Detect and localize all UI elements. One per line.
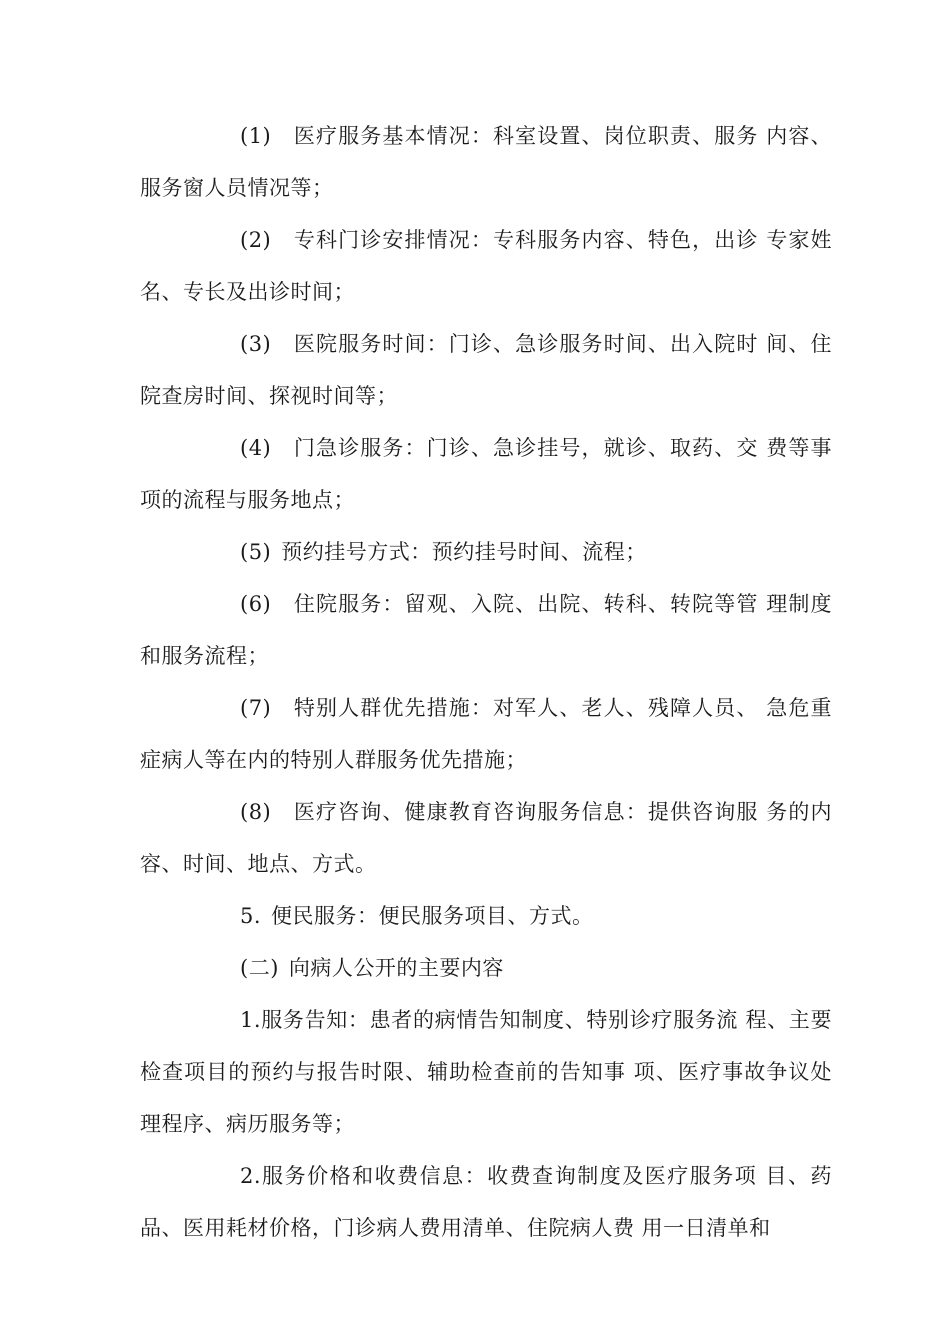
item-number: (8) xyxy=(240,800,272,824)
item-number: 2. xyxy=(240,1164,262,1188)
item-number: 1. xyxy=(240,1008,262,1032)
paragraph-text: 特别人群优先措施：对军人、老人、残障人员、 急危重症病人等在内的特别人群服务优先措施； xyxy=(140,696,832,772)
paragraph-2 xyxy=(140,214,832,318)
paragraph-text: 服务价格和收费信息：收费查询制度及医疗服务项 目、药品、医用耗材价格，门诊病人费用清单、住院病人费 用一日清单和 xyxy=(140,1164,832,1240)
paragraph-text: 医疗服务基本情况：科室设置、岗位职责、服务 内容、服务窗人员情况等； xyxy=(140,124,832,200)
paragraph-text: 医院服务时间：门诊、急诊服务时间、出入院时 间、住院查房时间、探视时间等； xyxy=(140,332,832,408)
item-number: (6) xyxy=(240,592,272,616)
paragraph-12 xyxy=(140,1150,832,1254)
item-number: (2) xyxy=(240,228,272,252)
item-number: (4) xyxy=(240,436,272,460)
document-page xyxy=(140,110,832,1254)
paragraph-text: 便民服务：便民服务项目、方式。 xyxy=(271,904,594,928)
paragraph-11 xyxy=(140,994,832,1150)
paragraph-text: 住院服务：留观、入院、出院、转科、转院等管 理制度和服务流程； xyxy=(140,592,832,668)
paragraph-9 xyxy=(140,890,832,942)
item-number: (5) xyxy=(240,540,272,564)
paragraph-text: 门急诊服务：门诊、急诊挂号，就诊、取药、交 费等事项的流程与服务地点； xyxy=(140,436,832,512)
paragraph-7 xyxy=(140,682,832,786)
item-number: 5. xyxy=(240,904,262,928)
section-heading xyxy=(140,942,832,994)
paragraph-3 xyxy=(140,318,832,422)
paragraph-text: 预约挂号方式：预约挂号时间、流程； xyxy=(281,540,647,564)
paragraph-text: 服务告知：患者的病情告知制度、特别诊疗服务流 程、主要检查项目的预约与报告时限、辅助检查前的告知事 项、医疗事故争议处理程序、病历服务等； xyxy=(140,1008,832,1136)
paragraph-1 xyxy=(140,110,832,214)
paragraph-text: 专科门诊安排情况：专科服务内容、特色，出诊 专家姓名、专长及出诊时间； xyxy=(140,228,832,304)
paragraph-4 xyxy=(140,422,832,526)
paragraph-5 xyxy=(140,526,832,578)
paragraph-text: 医疗咨询、健康教育咨询服务信息：提供咨询服 务的内容、时间、地点、方式。 xyxy=(140,800,832,876)
paragraph-6 xyxy=(140,578,832,682)
item-number: (7) xyxy=(240,696,272,720)
item-number: (3) xyxy=(240,332,272,356)
paragraph-8 xyxy=(140,786,832,890)
item-number: (1) xyxy=(240,124,272,148)
paragraph-text: 向病人公开的主要内容 xyxy=(288,956,504,980)
item-number: (二) xyxy=(240,956,279,980)
